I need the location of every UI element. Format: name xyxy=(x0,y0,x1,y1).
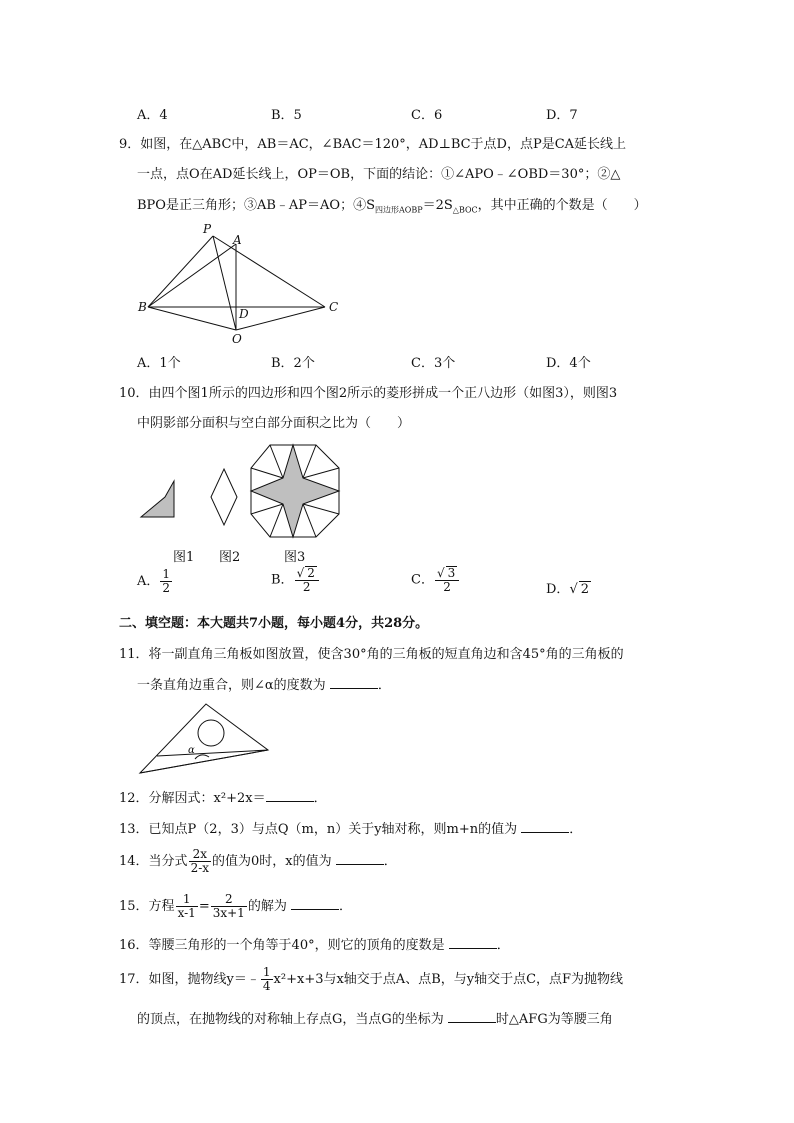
q8-option-a: A．4 xyxy=(137,108,168,123)
q17-line1 xyxy=(119,966,623,993)
q17-text-2b: 时△AFG为等腰三角 xyxy=(495,1012,613,1027)
q8-option-c: C．6 xyxy=(411,108,443,123)
q15-post: 的解为 xyxy=(247,899,287,914)
q16-end: ． xyxy=(496,938,510,953)
q13-answer-blank[interactable] xyxy=(521,820,569,833)
q9-text-3b: ＝2S xyxy=(422,198,453,213)
q10-opt-b-prefix: B． xyxy=(271,572,294,588)
q10-opt-a-den: 2 xyxy=(162,581,171,595)
q8-option-b: B．5 xyxy=(271,108,302,123)
q9-option-c: C．3个 xyxy=(411,356,456,371)
label-p: P xyxy=(203,222,212,236)
q17-text-2a: 的顶点，在抛物线的对称轴上存点G，当点G的坐标为 xyxy=(137,1012,444,1027)
q16-number: 16． xyxy=(119,938,149,953)
q11-text-2: 一条直角边重合，则∠α的度数为 xyxy=(137,678,326,693)
q13-end: ． xyxy=(569,822,583,837)
q15-den1: x-1 xyxy=(177,906,196,920)
q15-answer-blank[interactable] xyxy=(291,897,339,910)
q9-text-3a: BPO是正三角形；③AB﹣AP＝AO；④S xyxy=(137,198,375,213)
q9-option-d: D．4个 xyxy=(546,356,591,371)
q9-sub-quad: 四边形AOBP xyxy=(375,205,423,215)
q12-end: ． xyxy=(313,791,327,806)
q12-number: 12． xyxy=(119,791,149,806)
q9-number: 9． xyxy=(119,137,141,152)
q17-post: x²+x+3与x轴交于点A、点B，与y轴交于点C，点F为抛物线 xyxy=(273,972,624,987)
q13-line xyxy=(119,820,582,840)
q10-opt-d-prefix: D． xyxy=(546,582,570,597)
q14-fraction xyxy=(189,848,211,875)
q9-sub-tri: △BOC xyxy=(452,205,478,215)
q10-opt-d-rad: 2 xyxy=(580,582,590,597)
q10-line2: 中阴影部分面积与空白部分面积之比为（ ） xyxy=(137,416,411,431)
q15-den2: 3x+1 xyxy=(212,906,245,920)
q10-number: 10． xyxy=(119,386,149,401)
label-alpha: α xyxy=(188,745,195,756)
q9-text-1: 如图，在△ABC中，AB＝AC，∠BAC＝120°，AD⊥BC于点D，点P是CA延长线上 xyxy=(140,137,627,152)
q10-opt-b-den: 2 xyxy=(302,580,311,594)
label-d: D xyxy=(239,307,249,321)
label-c: C xyxy=(329,300,339,314)
q9-option-a: A．1个 xyxy=(137,356,181,371)
q15-pre: 方程 xyxy=(148,899,175,914)
q12-answer-blank[interactable] xyxy=(266,789,314,802)
q10-option-d: D．√ 2 xyxy=(546,582,590,597)
q11-text-1: 将一副直角三角板如图放置，使含30°角的三角板的短直角边和含45°角的三角板的 xyxy=(148,647,624,662)
q10-opt-c-num: √ 3 xyxy=(435,566,459,581)
q17-fraction xyxy=(261,966,273,993)
q13-number: 13． xyxy=(119,822,149,837)
q12-text: 分解因式：x²+2x＝ xyxy=(148,791,266,806)
q11-number: 11． xyxy=(119,647,149,662)
label-b: B xyxy=(138,300,147,314)
q15-end: ． xyxy=(338,899,352,914)
q15-fraction-1 xyxy=(176,893,198,920)
caption-fig3: 图3 xyxy=(284,550,306,565)
q14-den: 2-x xyxy=(190,861,210,875)
q14-number: 14． xyxy=(119,854,149,869)
q13-text: 已知点P（2，3）与点Q（m，n）关于y轴对称，则m+n的值为 xyxy=(148,822,518,837)
q14-post: 的值为0时，x的值为 xyxy=(212,854,332,869)
q10-text-1: 由四个图1所示的四边形和四个图2所示的菱形拼成一个正八边形（如图3），则图3 xyxy=(148,386,618,401)
q9-line2: 一点，点O在AD延长线上，OP＝OB，下面的结论：①∠APO﹣∠OBD＝30°；②△ xyxy=(137,167,621,182)
section2-title: 二、填空题：本大题共7小题，每小题4分，共28分。 xyxy=(119,616,429,631)
q10-opt-c-prefix: C． xyxy=(411,572,434,588)
q14-pre: 当分式 xyxy=(148,854,188,869)
q14-num: 2x xyxy=(189,848,211,862)
q10-opt-c-rad: 3 xyxy=(447,566,456,580)
q9-text-3c: ，其中正确的个数是（ ） xyxy=(477,198,647,213)
q16-answer-blank[interactable] xyxy=(449,936,497,949)
q10-opt-b-rad: 2 xyxy=(307,566,315,580)
q15-number: 15． xyxy=(119,899,149,914)
q17-den: 4 xyxy=(262,979,271,993)
caption-fig1: 图1 xyxy=(173,550,195,565)
q15-fraction-2 xyxy=(211,893,247,920)
label-o: O xyxy=(232,332,242,346)
q16-line xyxy=(119,936,510,956)
q16-text: 等腰三角形的一个角等于40°，则它的顶角的度数是 xyxy=(148,938,445,953)
q17-answer-blank[interactable] xyxy=(448,1010,496,1023)
q15-eq: = xyxy=(198,899,210,914)
q17-num: 1 xyxy=(262,965,271,979)
label-a: A xyxy=(233,233,242,247)
q17-number: 17． xyxy=(119,972,149,987)
caption-fig2: 图2 xyxy=(219,550,241,565)
q17-pre: 如图，抛物线y＝﹣ xyxy=(148,972,260,987)
q14-answer-blank[interactable] xyxy=(336,852,384,865)
q11-end: ． xyxy=(377,678,391,693)
q17-line2 xyxy=(137,1010,613,1030)
q14-line xyxy=(119,848,397,875)
q15-num1: 1 xyxy=(176,893,198,907)
q10-opt-a-prefix: A． xyxy=(137,574,160,589)
q10-opt-a-num: 1 xyxy=(162,567,171,581)
q14-end: ． xyxy=(383,854,397,869)
q10-opt-b-num: √ 2 xyxy=(295,566,319,581)
q15-num2: 2 xyxy=(211,893,247,907)
q10-opt-c-den: 2 xyxy=(443,580,451,594)
q15-line xyxy=(119,893,352,920)
q8-option-d: D．7 xyxy=(546,108,578,123)
q9-option-b: B．2个 xyxy=(271,356,315,371)
q12-line xyxy=(119,789,327,809)
